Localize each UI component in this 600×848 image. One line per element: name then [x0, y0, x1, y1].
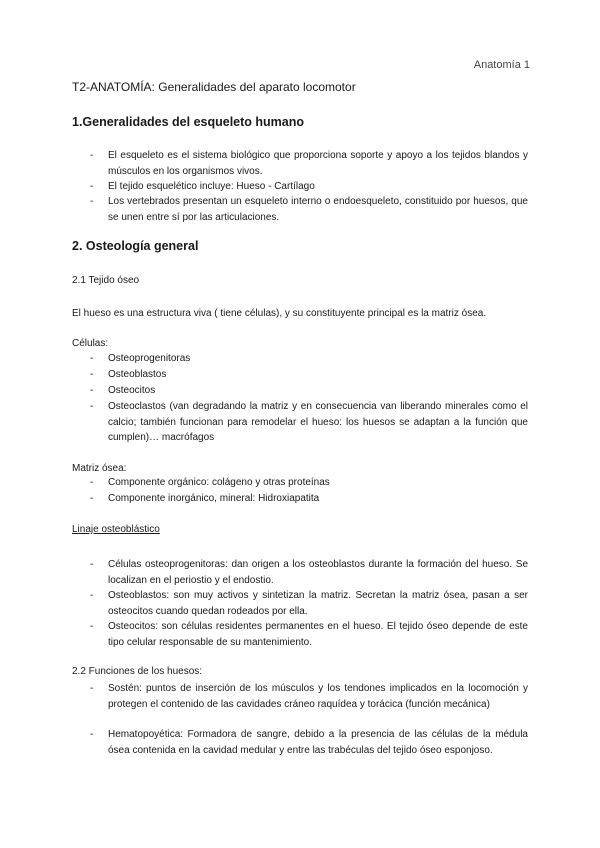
bullet-dash: -	[90, 621, 94, 632]
list-item: Osteocitos: son células residentes permanentes en el hueso. El tejido óseo depende de este tipo celular responsable de su mantenimiento.	[108, 621, 528, 648]
bullet-dash: -	[90, 385, 94, 396]
document-title: T2-ANATOMÍA: Generalidades del aparato locomotor	[72, 80, 356, 94]
section1-heading: 1.Generalidades del esqueleto humano	[72, 115, 305, 129]
list-item: El tejido esquelético incluye: Hueso - Cartílago	[108, 181, 315, 192]
lineage-label: Linaje osteoblástico	[72, 524, 160, 535]
list-item: Células osteoprogenitoras: dan origen a los osteoblastos durante la formación del hueso. Se localizan en el periostio y el endostio.	[108, 559, 528, 586]
bullet-dash: -	[90, 353, 94, 364]
cells-label: Células:	[72, 338, 109, 349]
bullet-dash: -	[90, 196, 94, 207]
list-item: Hematopoyética: Formadora de sangre, debido a la presencia de las células de la médula ósea contenida en la cavidad medular y entre las trabéculas del tejido óseo esponjoso.	[108, 729, 528, 756]
page-header-label: Anatomía 1	[473, 59, 530, 71]
matrix-label: Matriz ósea:	[72, 463, 127, 474]
bullet-dash: -	[90, 369, 94, 380]
bullet-dash: -	[90, 401, 94, 412]
list-item: Componente orgánico: colágeno y otras proteínas	[108, 477, 330, 488]
list-item: El esqueleto es el sistema biológico que proporciona soporte y apoyo a los tejidos blandos y músculos en los organismos vivos.	[108, 150, 528, 177]
list-item: Osteoblastos	[108, 369, 167, 380]
list-item: Los vertebrados presentan un esqueleto interno o endoesqueleto, constituido por huesos, que se unen entre sí por las articulaciones.	[108, 196, 528, 223]
bullet-dash: -	[90, 590, 94, 601]
list-item: Osteoprogenitoras	[108, 353, 191, 364]
list-item: Osteoclastos (van degradando la matriz y en consecuencia van liberando minerales como el calcio; también funcionan para remodelar el hueso: los huesos se adaptan a la función que cumplen)… macrófagos	[108, 401, 528, 443]
subsection-funciones: 2.2 Funciones de los huesos:	[72, 666, 203, 677]
bullet-dash: -	[90, 683, 94, 694]
bullet-dash: -	[90, 493, 94, 504]
list-item: Componente inorgánico, mineral: Hidroxiapatita	[108, 493, 320, 504]
list-item: Osteocitos	[108, 385, 156, 396]
list-item: Sostén: puntos de inserción de los músculos y los tendones implicados en la locomoción y protegen el contenido de las cavidades cráneo raquídea y torácica (función mecánica)	[108, 683, 528, 710]
list-item: Osteoblastos: son muy activos y sintetizan la matriz. Secretan la matriz ósea, pasan a ser osteocitos cuando quedan rodeados por ella.	[108, 590, 528, 617]
section2-heading: 2. Osteología general	[72, 239, 199, 253]
bullet-dash: -	[90, 150, 94, 161]
bullet-dash: -	[90, 181, 94, 192]
bullet-dash: -	[90, 559, 94, 570]
subsection-tejido-oseo: 2.1 Tejido óseo	[72, 275, 140, 286]
intro-paragraph: El hueso es una estructura viva ( tiene células), y su constituyente principal es la matriz ósea.	[72, 308, 487, 319]
bullet-dash: -	[90, 729, 94, 740]
bullet-dash: -	[90, 477, 94, 488]
